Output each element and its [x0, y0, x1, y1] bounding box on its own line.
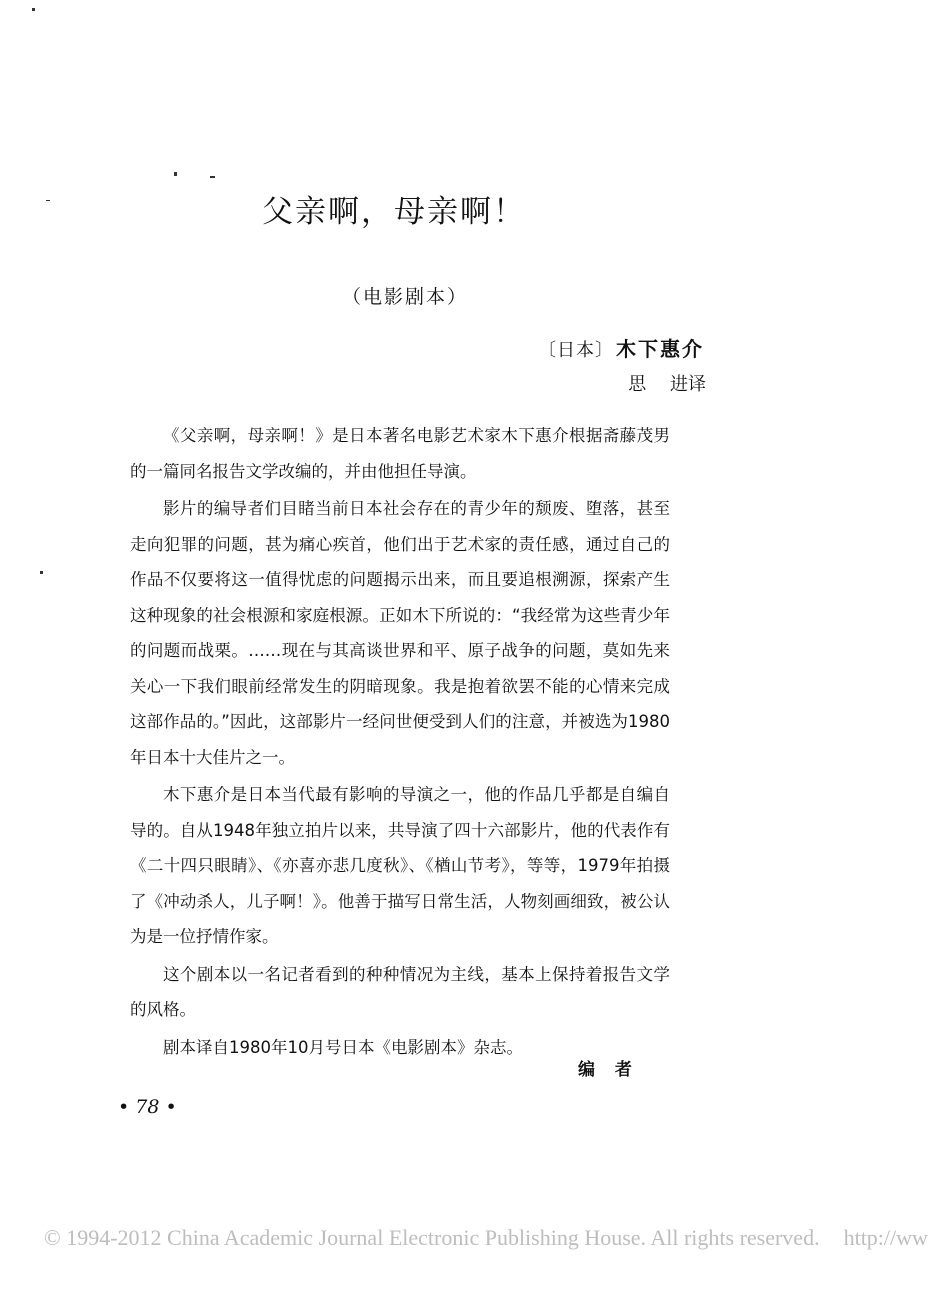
intro-paragraph: 《父亲啊，母亲啊！》是日本著名电影艺术家木下惠介根据斋藤茂男的一篇同名报告文学改编的，并由他担任导演。: [130, 426, 670, 481]
article-subtitle: （电影剧本）: [342, 286, 469, 308]
article-title: 父亲啊，母亲啊！: [262, 194, 526, 230]
scan-speck: [210, 176, 215, 178]
translator-credit: 思 进译: [628, 374, 706, 395]
scan-speck: [40, 571, 43, 574]
author-nationality: 〔日本〕: [538, 340, 614, 361]
scan-speck: [174, 172, 177, 176]
intro-paragraph: 木下惠介是日本当代最有影响的导演之一，他的作品几乎都是自编自导的。自从1948年独立拍片以来，共导演了四十六部影片，他的代表作有《二十四只眼睛》、《亦喜亦悲几度秋》、《楢山节考》，等等，1979年拍摄了《冲动杀人，儿子啊！》。他善于描写日常生活，人物刻画细致，被公认为是一位抒情作家。: [130, 785, 670, 946]
author-line: [538, 333, 704, 362]
editor-signature: 编 者: [578, 1060, 632, 1080]
copyright-text: © 1994-2012 China Academic Journal Electronic Publishing House. All rights reserved.: [44, 1225, 820, 1250]
copyright-footer: [44, 1225, 928, 1251]
intro-paragraph: 这个剧本以一名记者看到的种种情况为主线，基本上保持着报告文学的风格。: [130, 964, 670, 1019]
page-number: • 78 •: [118, 1096, 177, 1118]
editor-introduction: [130, 418, 670, 1067]
scan-speck: [32, 8, 35, 11]
scan-speck: [46, 200, 50, 201]
intro-paragraph: 影片的编导者们目睹当前日本社会存在的青少年的颓废、堕落，甚至走向犯罪的问题，甚为痛心疾首，他们出于艺术家的责任感，通过自己的作品不仅要将这一值得忧虑的问题揭示出来，而且要追根溯源，探索产生这种现象的社会根源和家庭根源。正如木下所说的：“我经常为这些青少年的问题而战栗。……现在与其高谈世界和平、原子战争的问题，莫如先来关心一下我们眼前经常发生的阴暗现象。我是抱着欲罢不能的心情来完成这部作品的。”因此，这部影片一经问世便受到人们的注意，并被选为1980年日本十大佳片之一。: [130, 499, 670, 767]
author-name: 木下惠介: [616, 337, 704, 361]
publisher-url[interactable]: http://ww: [843, 1225, 928, 1250]
intro-paragraph: 剧本译自1980年10月号日本《电影剧本》杂志。: [163, 1037, 523, 1057]
